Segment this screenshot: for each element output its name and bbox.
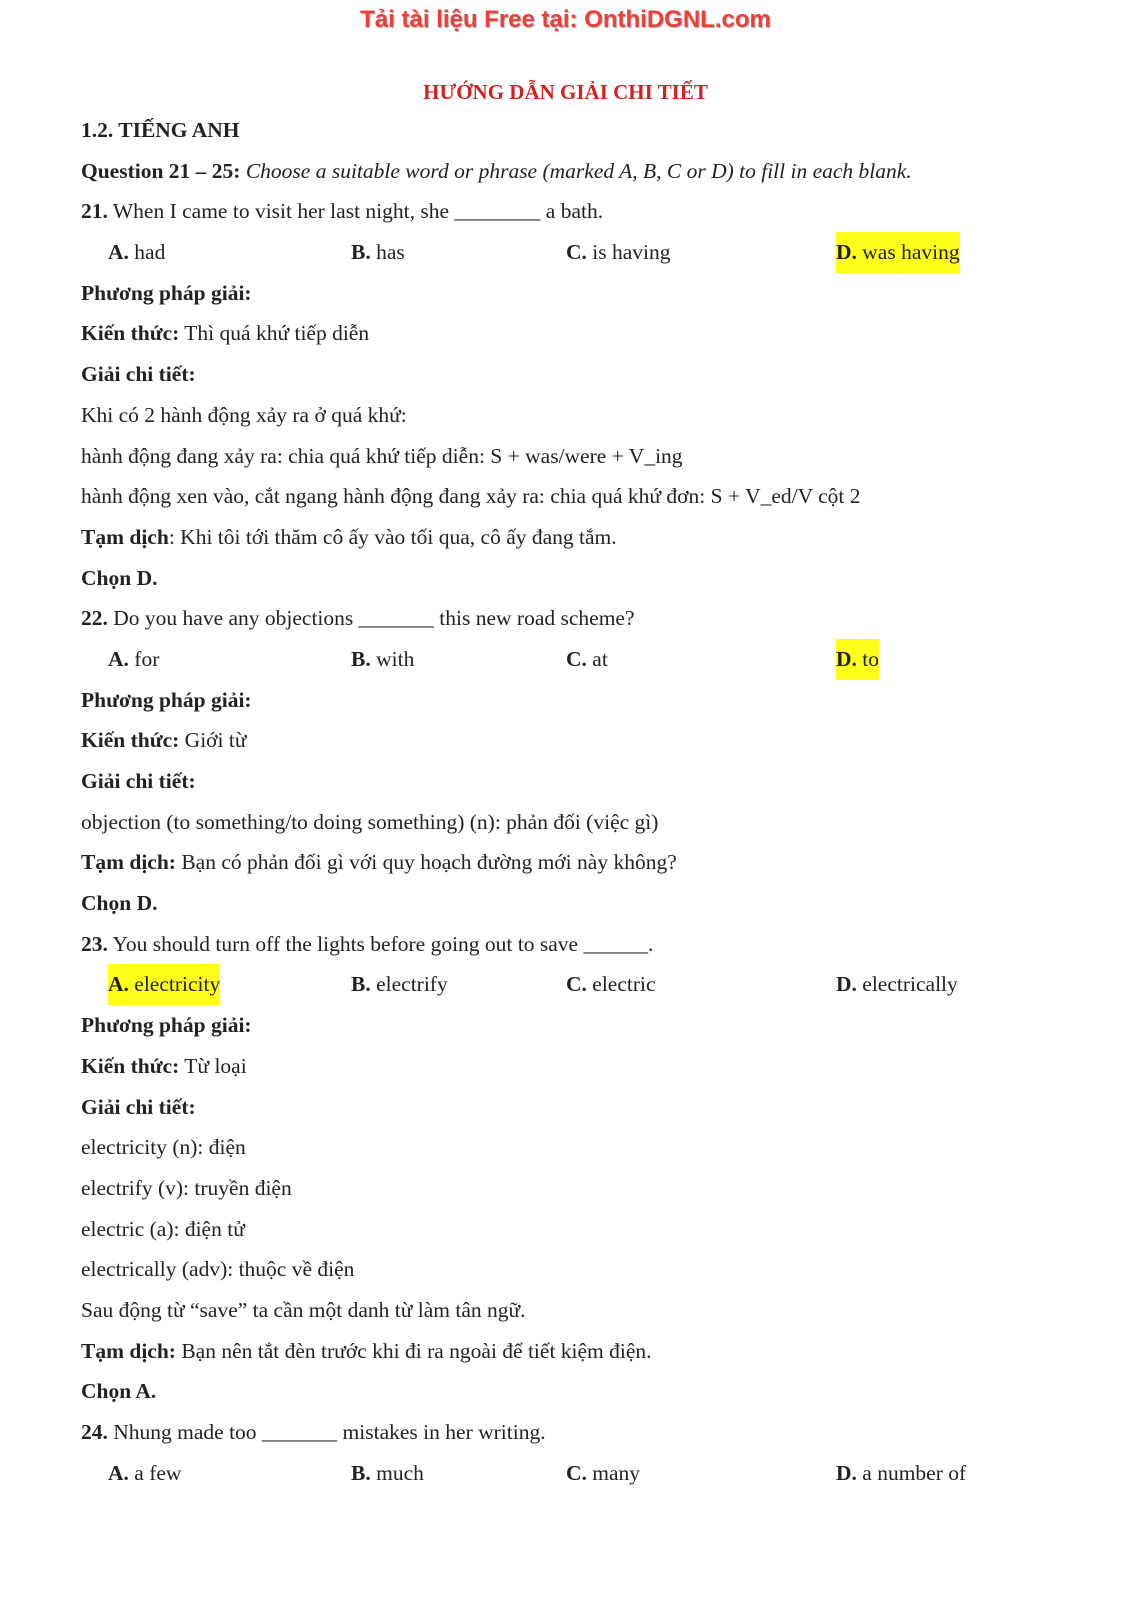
option-d: D. electrically xyxy=(836,972,958,997)
knowledge-line: Kiến thức: Từ loại xyxy=(81,1053,247,1078)
options-24 xyxy=(81,1453,1081,1494)
document-title: HƯỚNG DẪN GIẢI CHI TIẾT xyxy=(423,80,708,104)
option-b: B. with xyxy=(351,646,415,671)
translation-line: Tạm dịch: Bạn nên tắt đèn trước khi đi ra ngoài để tiết kiệm điện. xyxy=(81,1338,652,1363)
detail-line: hành động xen vào, cắt ngang hành động đang xảy ra: chia quá khứ đơn: S + V_ed/V cột 2 xyxy=(81,484,861,509)
detail-line: electric (a): điện tử xyxy=(81,1216,245,1241)
question-21 xyxy=(81,191,1081,232)
option-c: C. many xyxy=(566,1460,641,1485)
question-text: You should turn off the lights before going out to save ______. xyxy=(112,931,654,956)
question-text: When I came to visit her last night, she ________ a bath. xyxy=(112,199,604,224)
option-a: A. for xyxy=(108,646,160,671)
question-text: Nhung made too _______ mistakes in her writing. xyxy=(113,1420,546,1444)
option-b: B. electrify xyxy=(351,972,448,997)
answer-line: Chọn D. xyxy=(81,891,158,916)
detail-line: hành động đang xảy ra: chia quá khứ tiếp diễn: S + was/were + V_ing xyxy=(81,443,683,468)
answer-content xyxy=(81,110,1081,1493)
detail-line: electricity (n): điện xyxy=(81,1135,246,1160)
option-c: C. is having xyxy=(566,240,671,265)
method-heading: Phương pháp giải: xyxy=(81,1013,252,1038)
instruction-text: Choose a suitable word or phrase (marked A, B, C or D) to fill in each blank. xyxy=(245,158,912,183)
knowledge-line: Kiến thức: Thì quá khứ tiếp diễn xyxy=(81,321,370,346)
options-21 xyxy=(81,232,1081,273)
question-text: Do you have any objections _______ this new road scheme? xyxy=(113,606,635,631)
method-heading: Phương pháp giải: xyxy=(81,280,252,305)
translation-line: Tạm dịch: Bạn có phản đối gì với quy hoạch đường mới này không? xyxy=(81,850,677,875)
detail-line: Khi có 2 hành động xảy ra ở quá khứ: xyxy=(81,402,407,427)
detail-heading: Giải chi tiết: xyxy=(81,769,196,793)
question-number: 23. xyxy=(81,931,108,956)
options-23 xyxy=(81,964,1081,1005)
option-a-correct: A. electricity xyxy=(108,964,220,1005)
detail-line: objection (to something/to doing something) (n): phản đối (việc gì) xyxy=(81,809,659,834)
instruction xyxy=(81,151,1081,192)
option-a: A. had xyxy=(108,240,166,265)
detail-line: electrify (v): truyền điện xyxy=(81,1175,292,1200)
detail-heading: Giải chi tiết: xyxy=(81,362,196,387)
knowledge-line: Kiến thức: Giới từ xyxy=(81,728,247,753)
question-number: 21. xyxy=(81,199,108,224)
answer-line: Chọn A. xyxy=(81,1379,157,1404)
option-d-correct: D. to xyxy=(836,639,879,680)
section-heading: 1.2. TIẾNG ANH xyxy=(81,118,240,142)
options-22 xyxy=(81,639,1081,680)
method-heading: Phương pháp giải: xyxy=(81,687,252,712)
option-c: C. at xyxy=(566,646,608,671)
detail-line: Sau động từ “save” ta cần một danh từ làm tân ngữ. xyxy=(81,1297,526,1322)
question-22 xyxy=(81,598,1081,639)
option-d-correct: D. was having xyxy=(836,232,960,273)
translation-line: Tạm dịch: Khi tôi tới thăm cô ấy vào tối qua, cô ấy đang tắm. xyxy=(81,524,617,549)
option-a: A. a few xyxy=(108,1460,182,1485)
answer-line: Chọn D. xyxy=(81,565,158,590)
question-number: 24. xyxy=(81,1420,108,1444)
question-23 xyxy=(81,924,1081,965)
option-d: D. a number of xyxy=(836,1460,967,1485)
option-b: B. much xyxy=(351,1460,424,1485)
detail-line: electrically (adv): thuộc về điện xyxy=(81,1257,355,1282)
option-c: C. electric xyxy=(566,972,656,997)
question-number: 22. xyxy=(81,606,108,631)
site-banner[interactable]: Tải tài liệu Free tại: OnthiDGNL.com xyxy=(360,6,771,33)
detail-heading: Giải chi tiết: xyxy=(81,1094,196,1119)
option-b: B. has xyxy=(351,240,405,265)
question-24 xyxy=(81,1412,1081,1453)
instruction-label: Question 21 – 25: xyxy=(81,158,241,183)
